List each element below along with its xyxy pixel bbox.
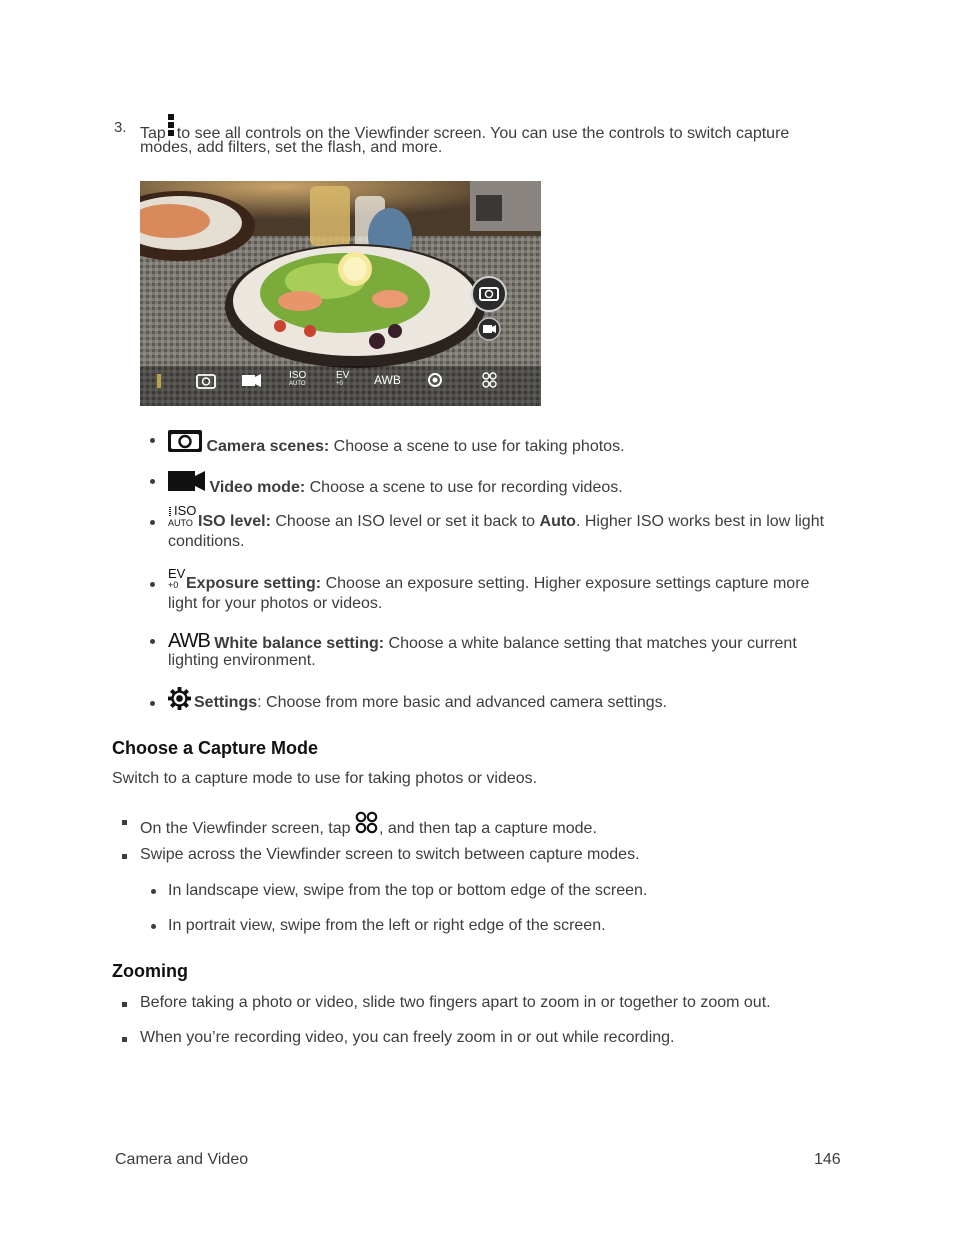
bullet-dot [150,701,155,706]
zooming-item1: Before taking a photo or video, slide two fingers apart to zoom in or together to zoom out. [140,994,771,1011]
exposure-term: Exposure setting: [186,575,322,592]
vf-ev-top: EV [336,370,350,381]
iso-icon-bottom: AUTO [168,518,193,528]
video-mode-term: Video mode: [209,479,306,496]
bullet-dot [151,924,156,929]
capture-mode-sub1: In landscape view, swipe from the top or bottom edge of the screen. [168,882,648,899]
video-camera-icon [168,471,205,491]
footer-section: Camera and Video [115,1151,249,1168]
bullet-exposure-line2: light for your photos or videos. [168,595,383,612]
zooming-heading: Zooming [112,961,188,981]
footer-page-number: 146 [814,1151,841,1168]
capture-mode-heading: Choose a Capture Mode [112,738,319,758]
vf-ev-icon [336,371,349,388]
ev-icon-bottom: +0 [168,580,179,590]
bullet-dot [150,520,155,525]
bullet-iso-line2: conditions. [168,533,245,550]
capture-mode-sub2: In portrait view, swipe from the left or right edge of the screen. [168,917,606,934]
bullet-square [122,820,127,825]
iso-icon-bars [169,507,171,516]
viewfinder-screenshot [140,181,541,406]
iso-post: . Higher ISO works best in low light [575,513,825,530]
bullet-dot [150,639,155,644]
vf-awb-icon: AWB [374,373,401,387]
step3-line1-rest: to see all controls on the Viewfinder screen. You can use the controls to switch capture [176,125,790,142]
zooming-item2: When you’re recording video, you can freely zoom in or out while recording. [140,1029,675,1046]
step3-line2: modes, add filters, set the flash, and more. [140,139,443,156]
vf-iso-icon [289,371,306,388]
bullet-dot [150,438,155,443]
bullet-dot [150,479,155,484]
bullet-square [122,854,127,859]
bullet-dot [150,582,155,587]
camera-scenes-term: Camera scenes: [206,438,330,455]
bullet-camera-scenes [168,430,625,457]
bullet-white-balance-line2: lighting environment. [168,652,316,669]
iso-term: ISO level: [198,513,271,530]
bullet-square [122,1037,127,1042]
ev-icon-top: EV [168,566,186,581]
exposure-desc: Choose an exposure setting. Higher exposure settings capture more [325,575,810,592]
vf-iso-top: ISO [289,370,307,381]
capture-item1-post: , and then tap a capture mode. [378,820,597,837]
bullet-square [122,1002,127,1007]
more-vert-icon [168,118,175,140]
video-mode-desc: Choose a scene to use for recording videos. [309,479,623,496]
ev-icon [168,567,186,591]
step-number: 3. [114,119,127,136]
settings-desc: : Choose from more basic and advanced camera settings. [257,694,668,711]
capture-mode-item2: Swipe across the Viewfinder screen to switch between capture modes. [140,846,640,863]
bullet-iso-line1 [198,512,824,532]
vf-ev-bottom: +0 [336,381,343,387]
white-balance-term: White balance setting: [214,635,385,652]
awb-icon: AWB [168,630,210,652]
bullet-exposure-line1 [186,574,809,594]
bullet-settings [194,693,667,713]
settings-term: Settings [194,694,258,711]
bullet-dot [151,889,156,894]
iso-icon [168,505,196,529]
iso-auto: Auto [539,513,576,530]
white-balance-desc: Choose a white balance setting that matches your current [388,635,797,652]
iso-icon-top: ISO [174,503,197,518]
bullet-video-mode [168,471,623,498]
camera-scenes-desc: Choose a scene to use for taking photos. [333,438,625,455]
iso-pre: Choose an ISO level or set it back to [275,513,536,530]
capture-item1-pre: On the Viewfinder screen, tap [140,820,351,837]
vf-iso-bottom: AUTO [289,381,306,387]
gear-icon [168,687,191,710]
capture-mode-item1 [140,811,597,839]
capture-modes-icon [355,811,379,835]
camera-icon [168,430,202,452]
capture-mode-intro: Switch to a capture mode to use for taking photos or videos. [112,770,538,787]
step3-pre: Tap [140,125,166,142]
